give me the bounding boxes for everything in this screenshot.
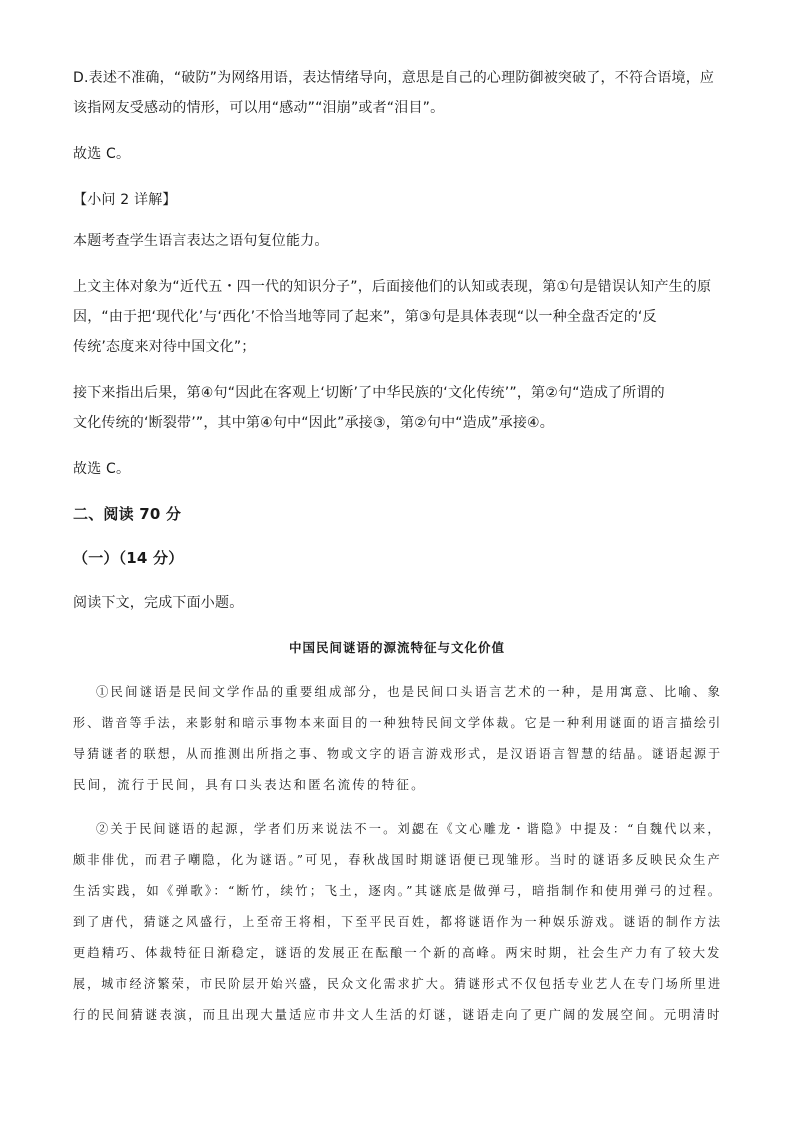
article-p2-line-6: 展，城市经济繁荣，市民阶层开始兴盛，民众文化需求扩大。猜谜形式不仅包括专业艺人在专门场所里进: [73, 976, 723, 991]
answer-line-5: 本题考查学生语言表达之语句复位能力。: [73, 233, 329, 249]
answer-line-3: 故选 C。: [73, 146, 131, 162]
answer-line-9: 接下来指出后果，第④句“因此在客观上‘切断’了中华民族的‘文化传统’”，第②句“造成了所谓的: [73, 385, 665, 401]
answer-line-4: 【小问 2 详解】: [73, 192, 177, 208]
article-p1-line-3: 导猜谜者的联想，从而推测出所指之事、物或文字的语言游戏形式，是汉语语言智慧的结晶。谜语起源于: [73, 746, 723, 761]
article-p2-line-4: 到了唐代，猜谜之风盛行，上至帝王将相，下至平民百姓，都将谜语作为一种娱乐游戏。谜语的制作方法: [73, 914, 723, 929]
answer-line-11: 故选 C。: [73, 461, 131, 477]
article-p2-line-7: 行的民间猜谜表演，而且出现大量适应市井文人生活的灯谜，谜语走向了更广阔的发展空间。元明清时: [73, 1007, 722, 1022]
subsection-heading: （一）（14 分）: [73, 549, 184, 567]
article-p1-line-1: ①民间谜语是民间文学作品的重要组成部分，也是民间口头语言艺术的一种，是用寓意、比喻、象: [96, 684, 723, 699]
answer-line-2: 该指网友受感动的情形，可以用“感动”“泪崩”或者“泪目”。: [73, 100, 445, 116]
article-p2-line-1: ②关于民间谜语的起源，学者们历来说法不一。刘勰在《文心雕龙・谐隐》中提及：“自魏代以来，: [96, 821, 722, 836]
article-title: 中国民间谜语的源流特征与文化价值: [288, 640, 505, 655]
article-p1-line-2: 形、谐音等手法，来影射和暗示事物本来面目的一种独特民间文学体裁。它是一种利用谜面的语言描绘引: [73, 715, 723, 730]
article-p2-line-3: 生活实践，如《弹歌》：“断竹，续竹；飞土，逐肉。”其谜底是做弹弓，暗指制作和使用弹弓的过程。: [73, 883, 723, 898]
answer-line-8: 传统’态度来对待中国文化”；: [73, 339, 256, 355]
section-heading: 二、阅读 70 分: [73, 505, 182, 523]
article-p1-line-4: 民间，流行于民间，具有口头表达和匿名流传的特征。: [73, 777, 426, 792]
article-p2-line-5: 更趋精巧、体裁特征日渐稳定，谜语的发展正在酝酿一个新的高峰。两宋时期，社会生产力有了较大发: [73, 945, 722, 960]
answer-line-10: 文化传统的‘断裂带’”，其中第④句中“因此”承接③，第②句中“造成”承接④。: [73, 415, 554, 431]
instruction-text: 阅读下文，完成下面小题。: [73, 595, 244, 611]
answer-line-1: D.表述不准确，“破防”为网络用语，表达情绪导向，意思是自己的心理防御被突破了，不符合语境，应: [73, 70, 715, 86]
answer-line-6: 上文主体对象为“近代五・四一代的知识分子”，后面接他们的认知或表现，第①句是错误认知产生的原: [73, 279, 712, 295]
answer-line-7: 因，“由于把‘现代化’与‘西化’不恰当地等同了起来”，第③句是具体表现“以一种全盘否定的‘反: [73, 309, 657, 325]
article-p2-line-2: 颇非俳优，而君子嘲隐，化为谜语。”可见，春秋战国时期谜语便已现雏形。当时的谜语多反映民众生产: [73, 852, 722, 867]
